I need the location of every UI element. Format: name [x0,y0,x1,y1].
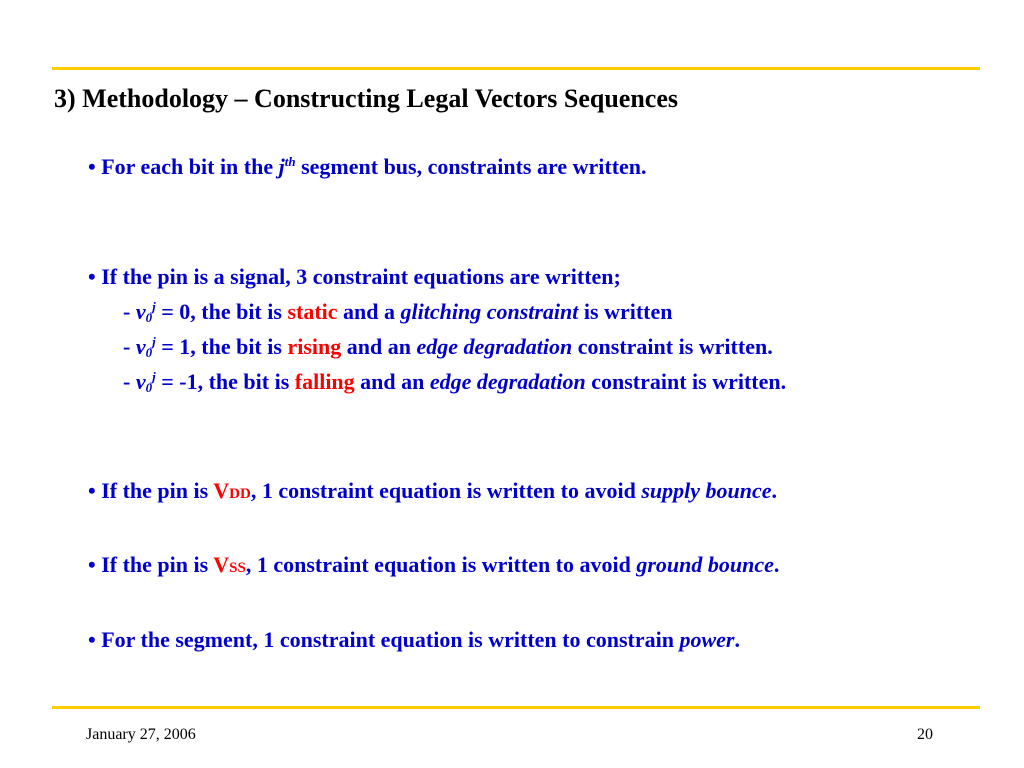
bottom-divider [52,706,980,709]
bullet1-th: th [284,154,296,169]
bullet1-suffix: segment bus, constraints are written. [295,154,647,179]
var-sub: 0 [145,380,153,395]
sub-bullet-rising [123,334,773,360]
mid-text: and a [337,299,401,324]
var-sup: j [152,299,156,314]
end-text: is written [578,299,673,324]
bullet3-end: . [771,478,778,503]
end-text: constraint is written. [572,334,773,359]
bullet-vdd-pin [88,478,777,504]
var-sup: j [152,334,156,349]
sub-bullet-static [123,299,673,325]
var-v: v [135,369,146,394]
bullet-vss-pin [88,552,779,578]
dash: - [123,369,136,394]
var-sup: j [152,369,156,384]
term-ground-bounce: ground bounce [636,552,774,577]
bullet4-end: . [773,552,780,577]
bullet3-prefix: • If the pin is [88,478,214,503]
vss-v: V [213,552,230,577]
page-number: 20 [917,726,933,743]
bullet5-end: . [734,627,740,652]
dash: - [123,299,136,324]
mid-text: and an [341,334,417,359]
bullet4-mid: , 1 constraint equation is written to avoid [245,552,637,577]
state-static: static [287,299,338,324]
footer-date: January 27, 2006 [86,726,196,743]
equation-text: = 0, the bit is [155,299,288,324]
vss-sub: SS [229,560,246,576]
bullet3-mid: , 1 constraint equation is written to avoid [250,478,642,503]
dash: - [123,334,136,359]
state-rising: rising [287,334,342,359]
mid-text: and an [354,369,430,394]
bullet-signal-pin: • If the pin is a signal, 3 constraint equations are written; [88,264,621,289]
bullet1-j: j [278,154,285,179]
bullet1-prefix: • For each bit in the [88,154,279,179]
term-power: power [679,627,735,652]
bullet-segment-power [88,627,740,653]
top-divider [52,67,980,70]
bullet5-prefix: • For the segment, 1 constraint equation is written to constrain [88,627,680,652]
term-edge-degradation: edge degradation [416,334,573,359]
term-supply-bounce: supply bounce [641,478,772,503]
var-v: v [135,334,146,359]
bullet-bit-constraints [88,154,647,180]
vdd-v: V [213,478,230,503]
var-sub: 0 [145,310,153,325]
equation-text: = 1, the bit is [155,334,288,359]
slide-title: 3) Methodology – Constructing Legal Vectors Sequences [54,84,678,113]
bullet4-prefix: • If the pin is [88,552,214,577]
term-edge-degradation: edge degradation [429,369,586,394]
var-v: v [135,299,146,324]
equation-text: = -1, the bit is [155,369,295,394]
vdd-sub: DD [229,486,251,502]
sub-bullet-falling [123,369,786,395]
state-falling: falling [294,369,355,394]
var-sub: 0 [145,345,153,360]
term-glitching-constraint: glitching constraint [400,299,579,324]
end-text: constraint is written. [585,369,787,394]
